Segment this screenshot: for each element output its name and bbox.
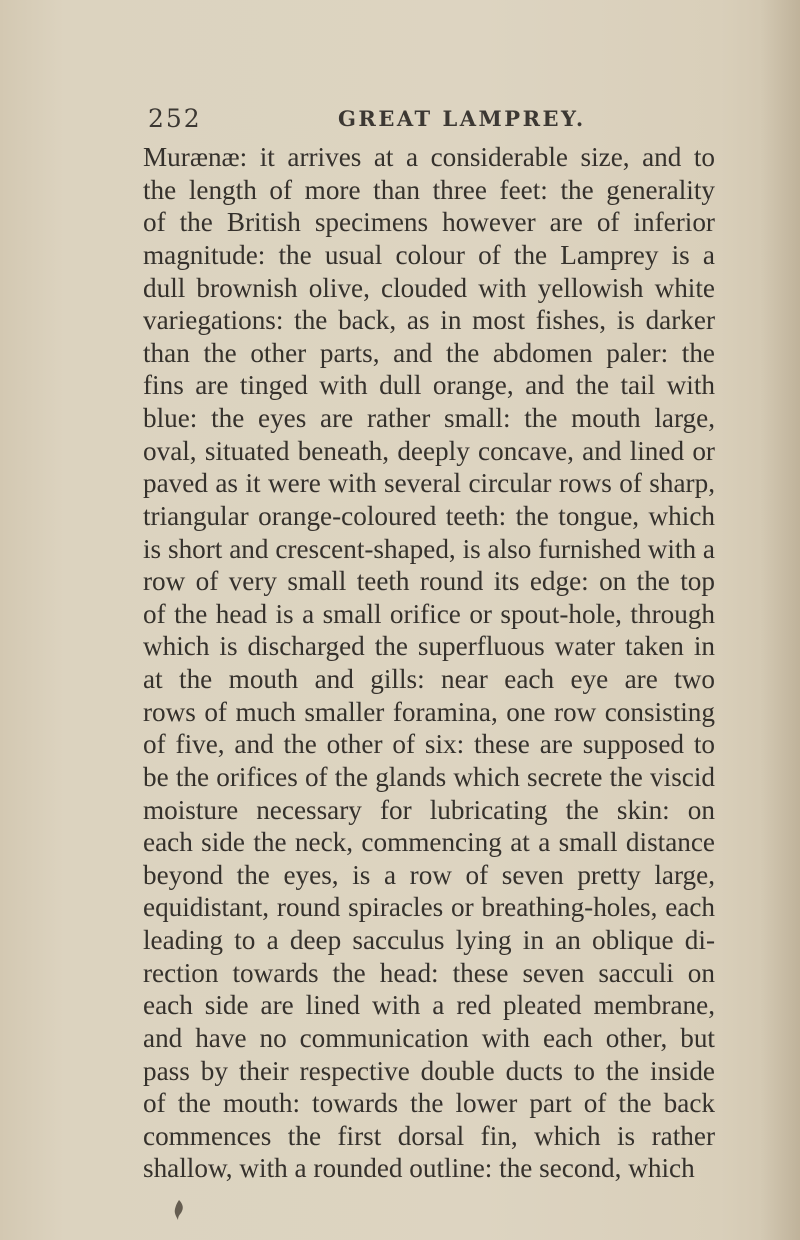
text-line: dull brownish olive, clouded with yellowish white [143,272,715,303]
text-line: and have no communication with each other, but [143,1022,715,1053]
text-line: the length of more than three feet: the generality [143,174,715,205]
text-line: rection towards the head: these seven sacculi on [143,957,715,988]
text-line: triangular orange-coloured teeth: the tongue, which [143,500,715,531]
text-line: of the head is a small orifice or spout-hole, through [143,598,715,629]
text-line: shallow, with a rounded outline: the second, which [143,1153,695,1184]
text-line: which is discharged the superfluous water taken in [143,631,715,662]
text-line: of the mouth: towards the lower part of the back [143,1088,715,1119]
text-line: pass by their respective double ducts to the inside [143,1055,715,1086]
text-line: is short and crescent-shaped, is also furnished with a [143,533,715,564]
text-line: at the mouth and gills: near each eye are two [143,664,715,694]
text-line: commences the first dorsal fin, which is rather [143,1120,715,1151]
text-line: each side are lined with a red pleated membrane, [143,990,715,1021]
text-line: Murænæ: it arrives at a considerable size, and to [143,142,715,172]
text-line: rows of much smaller foramina, one row consisting [143,696,715,727]
text-line: paved as it were with several circular rows of sharp, [143,468,715,499]
text-line: leading to a deep sacculus lying in an oblique di- [143,925,715,955]
text-line: row of very small teeth round its edge: on the top [143,566,715,597]
text-line: beyond the eyes, is a row of seven pretty large, [143,859,715,890]
text-line: equidistant, round spiracles or breathing-holes, each [143,892,715,923]
text-line: fins are tinged with dull orange, and the tail with [143,370,715,401]
text-line: than the other parts, and the abdomen paler: the [143,337,715,368]
body-text [143,141,715,1185]
running-title: GREAT LAMPREY. [338,106,586,131]
text-line: magnitude: the usual colour of the Lamprey is a [143,239,715,270]
page-number: 252 [148,104,202,133]
page-header [148,104,708,138]
text-line: blue: the eyes are rather small: the mouth large, [143,403,715,433]
text-line: oval, situated beneath, deeply concave, and lined or [143,435,715,466]
ink-blot-mark [172,1199,186,1221]
text-line: variegations: the back, as in most fishes, is darker [143,305,715,336]
page-edge-shadow [760,0,800,1240]
text-line: moisture necessary for lubricating the skin: on [143,794,715,825]
text-line: be the orifices of the glands which secrete the viscid [143,761,715,792]
text-line: of five, and the other of six: these are supposed to [143,729,715,760]
text-line: each side the neck, commencing at a small distance [143,827,715,858]
text-line: of the British specimens however are of inferior [143,207,715,238]
